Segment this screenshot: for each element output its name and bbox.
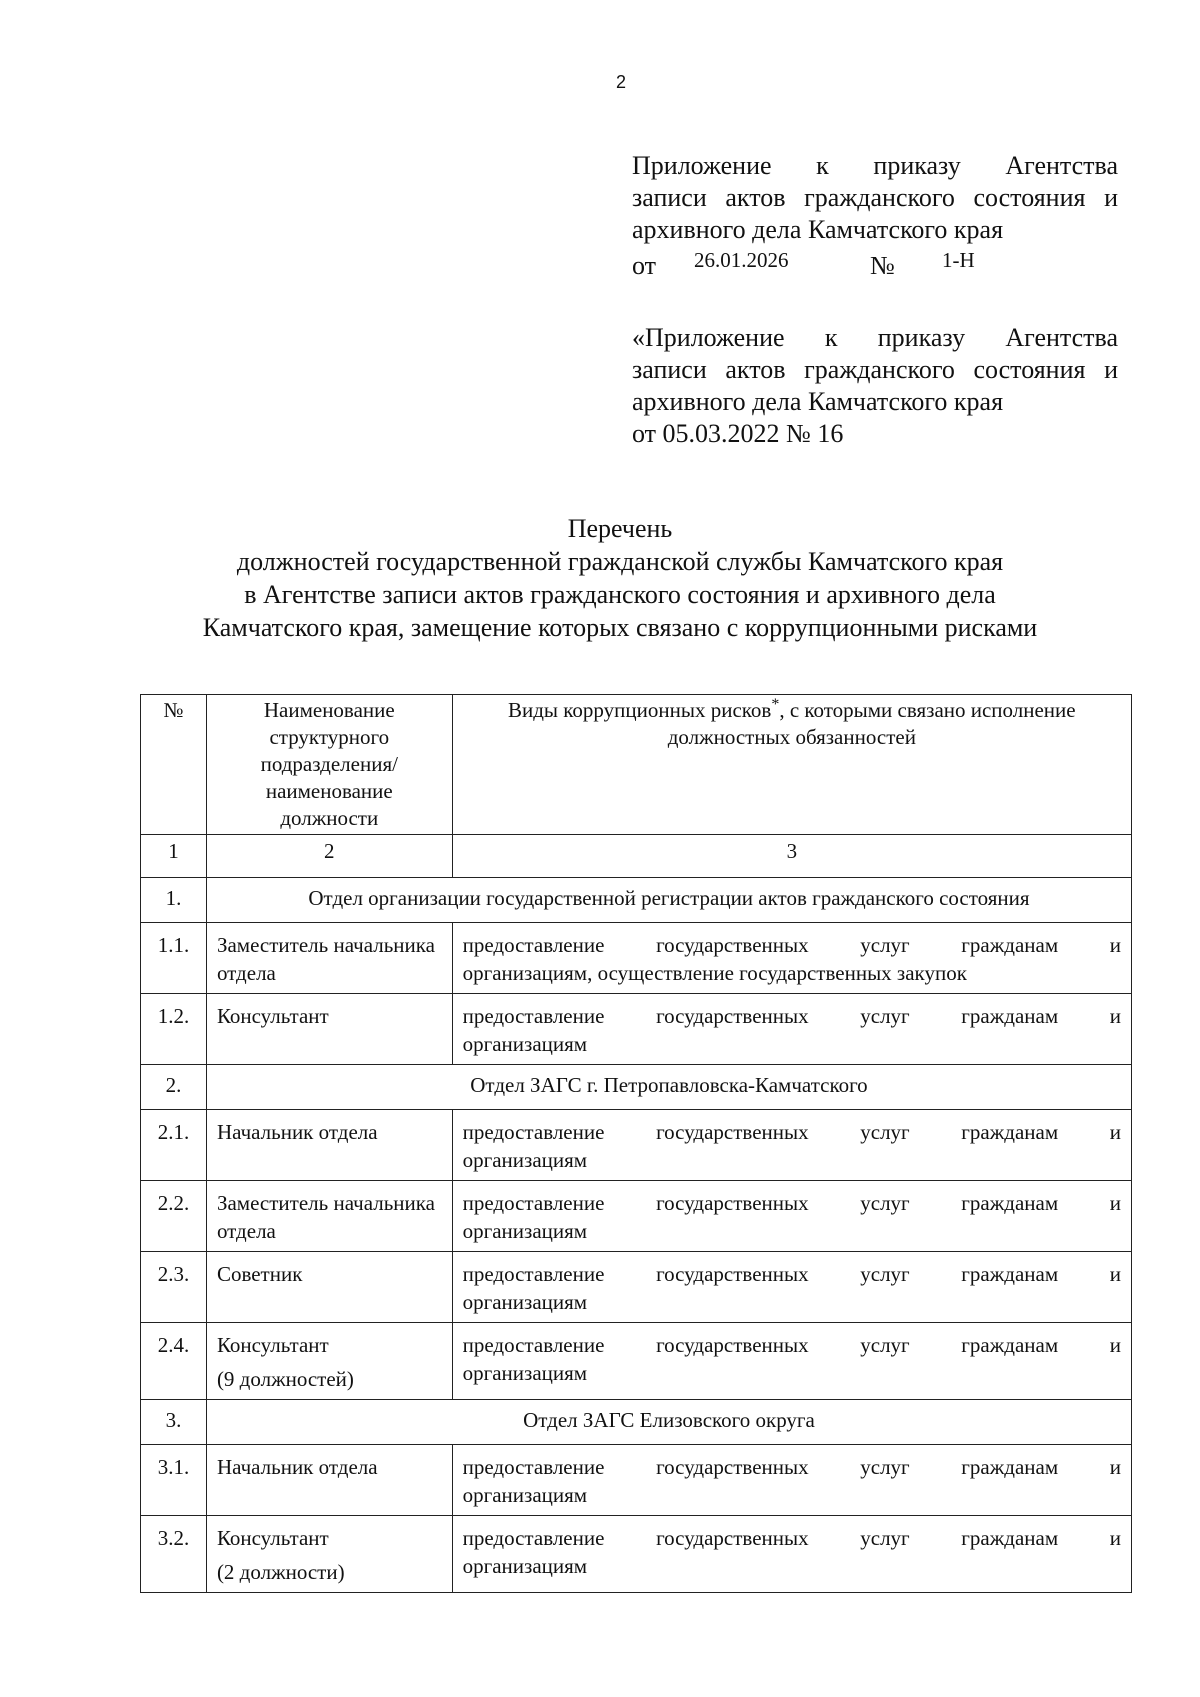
- risk-cell: [452, 1110, 1131, 1181]
- appendix-original-line: записи актов гражданского состояния и: [632, 355, 1118, 384]
- order-number: 1-Н: [942, 248, 975, 272]
- header-risks-text-rest: , с которыми связано исполнение должностных обязанностей: [667, 698, 1076, 749]
- appendix-original-order: [632, 322, 1118, 450]
- position-row: [141, 1252, 1132, 1323]
- position-name: Консультант: [216, 1526, 329, 1550]
- section-title: Отдел ЗАГС Елизовского округа: [206, 1400, 1131, 1445]
- position-row: [141, 923, 1132, 994]
- page-number: 2: [615, 72, 626, 92]
- appendix-original-line: от 05.03.2022 № 16: [632, 419, 844, 448]
- position-number: 1.2.: [141, 994, 207, 1065]
- position-cell: [206, 1445, 452, 1516]
- position-number: 3.2.: [141, 1516, 207, 1593]
- section-number: 3.: [141, 1400, 207, 1445]
- appendix-original-line: «Приложение к приказу Агентства: [632, 323, 1118, 352]
- position-cell: [206, 1252, 452, 1323]
- footnote-star: *: [771, 696, 780, 713]
- risk-text-line: предоставление государственных услуг гражданам и: [462, 1262, 1121, 1286]
- risk-cell: [452, 1323, 1131, 1400]
- appendix-current-line: записи актов гражданского состояния и: [632, 183, 1118, 212]
- position-row: [141, 1516, 1132, 1593]
- header-number: №: [141, 695, 207, 835]
- position-row: [141, 1445, 1132, 1516]
- risk-cell: [452, 923, 1131, 994]
- position-name: Начальник отдела: [216, 1120, 378, 1144]
- position-number: 2.1.: [141, 1110, 207, 1181]
- position-cell: [206, 923, 452, 994]
- section-title: Отдел ЗАГС г. Петропавловска-Камчатского: [206, 1065, 1131, 1110]
- position-row: [141, 994, 1132, 1065]
- appendix-current-line: архивного дела Камчатского края: [632, 215, 1004, 244]
- header-risks: [452, 695, 1131, 835]
- header-position: Наименование структурного подразделения/ наименование должности: [206, 695, 452, 835]
- position-name: Заместитель начальника отдела: [216, 1191, 435, 1243]
- position-row: [141, 1110, 1132, 1181]
- position-cell: [206, 1516, 452, 1593]
- position-number: 2.3.: [141, 1252, 207, 1323]
- list-title-line: Камчатского края, замещение которых связано с коррупционными рисками: [202, 613, 1038, 642]
- position-name: Заместитель начальника отдела: [216, 933, 435, 985]
- index-cell: 1: [141, 835, 207, 878]
- risk-text-line: организациям: [462, 1032, 588, 1056]
- position-number: 2.2.: [141, 1181, 207, 1252]
- risk-text-line: организациям: [462, 1148, 588, 1172]
- appendix-current-line: Приложение к приказу Агентства: [632, 151, 1118, 180]
- risk-text-line: организациям: [462, 1290, 588, 1314]
- list-title: [140, 512, 1100, 644]
- position-cell: [206, 1323, 452, 1400]
- position-count: (2 должности): [216, 1560, 345, 1584]
- appendix-current-date-row: [632, 246, 1118, 280]
- position-number: 3.1.: [141, 1445, 207, 1516]
- position-name: Советник: [216, 1262, 303, 1286]
- risk-text-line: предоставление государственных услуг гражданам и: [462, 1526, 1121, 1550]
- number-label: №: [870, 251, 895, 280]
- from-label: от: [632, 251, 657, 280]
- position-cell: [206, 1110, 452, 1181]
- position-row: [141, 1181, 1132, 1252]
- risk-cell: [452, 994, 1131, 1065]
- section-row: [141, 1065, 1132, 1110]
- section-row: [141, 1400, 1132, 1445]
- risk-text-line: организациям, осуществление государственных закупок: [462, 961, 967, 985]
- risk-cell: [452, 1181, 1131, 1252]
- index-cell: 2: [206, 835, 452, 878]
- position-name: Консультант: [216, 1004, 329, 1028]
- risk-text-line: организациям: [462, 1361, 588, 1385]
- risk-text-line: организациям: [462, 1219, 588, 1243]
- position-number: 2.4.: [141, 1323, 207, 1400]
- risk-text-line: предоставление государственных услуг гражданам и: [462, 1191, 1121, 1215]
- list-title-line: должностей государственной гражданской службы Камчатского края: [236, 547, 1004, 576]
- position-number: 1.1.: [141, 923, 207, 994]
- risk-text-line: предоставление государственных услуг гражданам и: [462, 933, 1121, 957]
- position-name: Консультант: [216, 1333, 329, 1357]
- section-title: Отдел организации государственной регистрации актов гражданского состояния: [206, 878, 1131, 923]
- risk-text-line: организациям: [462, 1483, 588, 1507]
- section-row: [141, 878, 1132, 923]
- position-row: [141, 1323, 1132, 1400]
- index-cell: 3: [452, 835, 1131, 878]
- risk-cell: [452, 1445, 1131, 1516]
- risk-cell: [452, 1252, 1131, 1323]
- list-title-heading: Перечень: [567, 514, 673, 543]
- risk-text-line: предоставление государственных услуг гражданам и: [462, 1120, 1121, 1144]
- section-number: 2.: [141, 1065, 207, 1110]
- table-header-row: [141, 695, 1132, 835]
- positions-risk-table: [140, 694, 1132, 1593]
- position-cell: [206, 994, 452, 1065]
- table-index-row: [141, 835, 1132, 878]
- risk-text-line: предоставление государственных услуг гражданам и: [462, 1333, 1121, 1357]
- risk-text-line: предоставление государственных услуг гражданам и: [462, 1004, 1121, 1028]
- risk-cell: [452, 1516, 1131, 1593]
- header-risks-text: Виды коррупционных рисков: [508, 698, 772, 722]
- position-count: (9 должностей): [216, 1367, 354, 1391]
- position-name: Начальник отдела: [216, 1455, 378, 1479]
- section-number: 1.: [141, 878, 207, 923]
- appendix-current-order: [632, 150, 1118, 280]
- risk-text-line: предоставление государственных услуг гражданам и: [462, 1455, 1121, 1479]
- order-date: 26.01.2026: [694, 248, 789, 272]
- position-cell: [206, 1181, 452, 1252]
- list-title-line: в Агентстве записи актов гражданского состояния и архивного дела: [244, 580, 996, 609]
- appendix-original-line: архивного дела Камчатского края: [632, 387, 1004, 416]
- risk-text-line: организациям: [462, 1554, 588, 1578]
